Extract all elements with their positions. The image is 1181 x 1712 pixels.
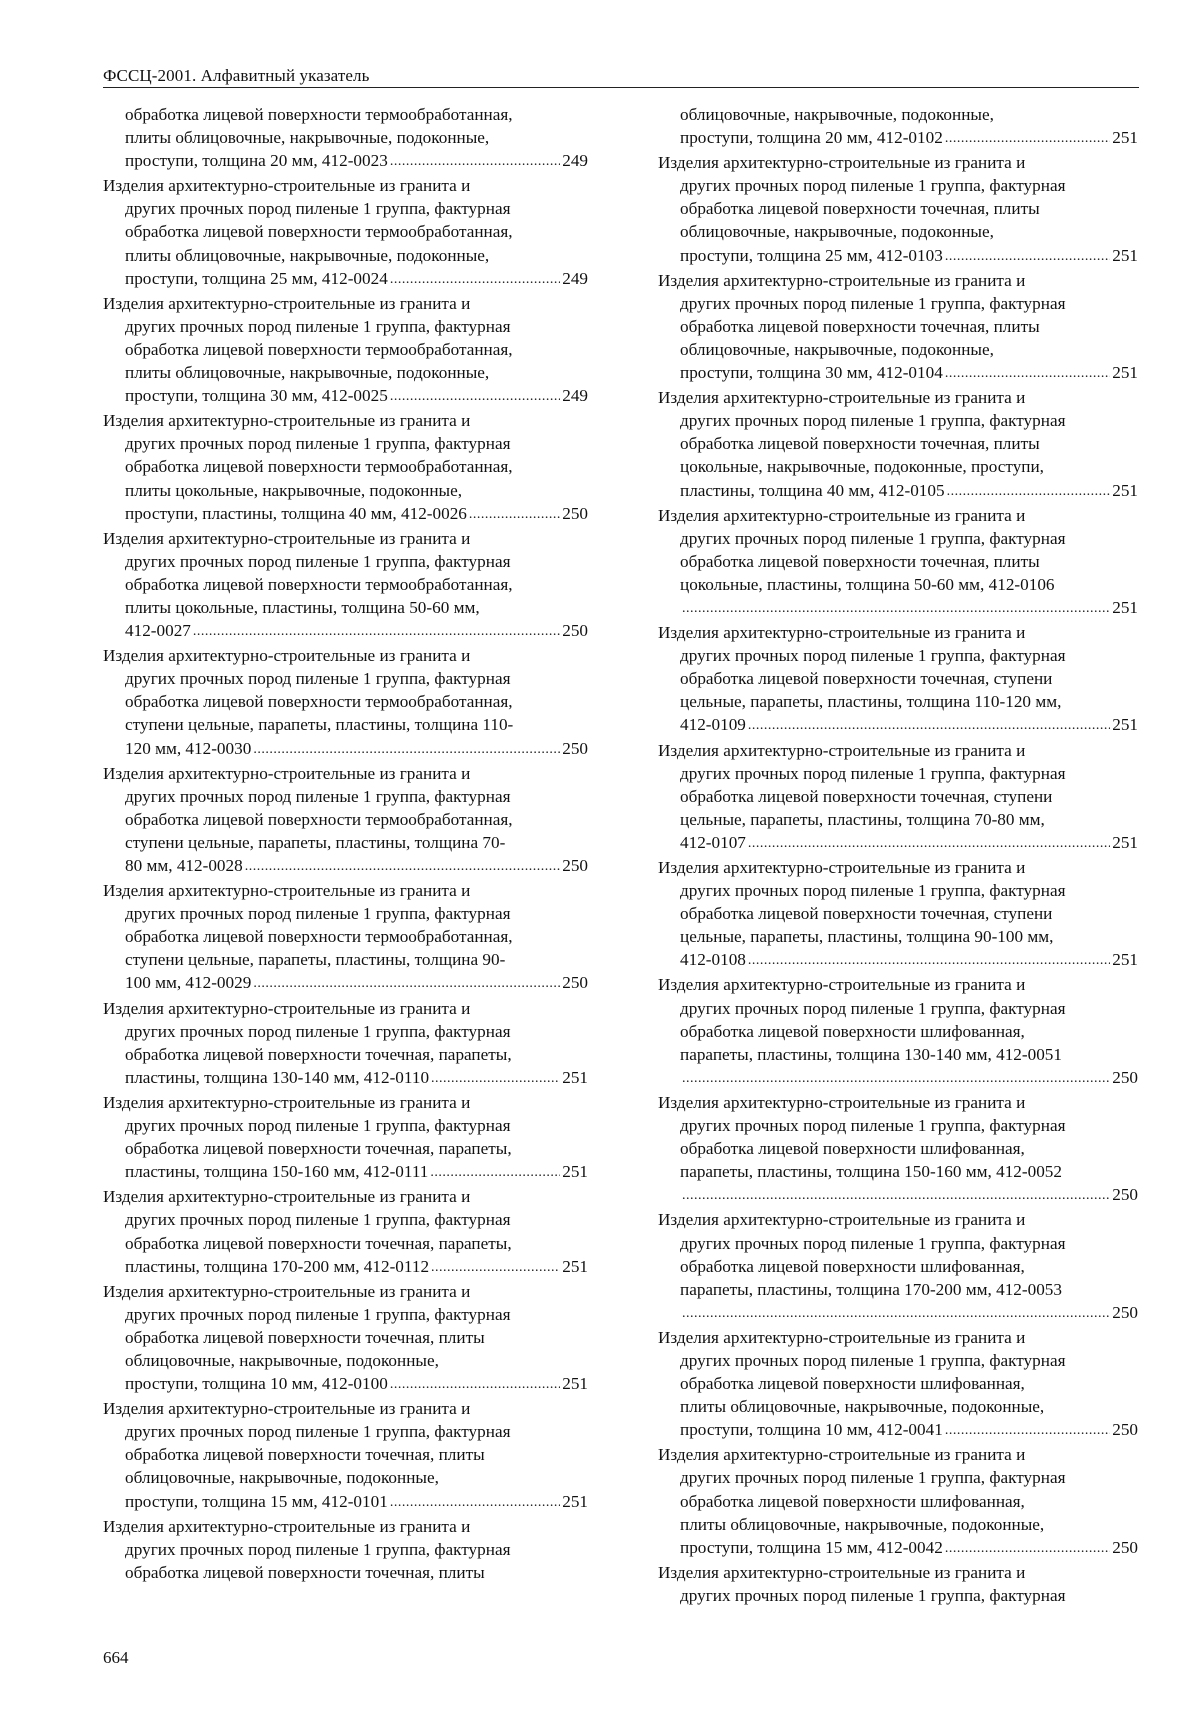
entry-page-reference-line: [125, 971, 588, 996]
entry-page-number: 250: [1112, 1537, 1138, 1557]
entry-line: Изделия архитектурно-строительные из гранита и: [658, 1562, 1026, 1582]
entry-line: других прочных пород пиленые 1 группа, фактурная: [680, 293, 1066, 313]
entry-page-number: 250: [1112, 1420, 1138, 1440]
entry-page-number: 251: [1112, 832, 1138, 852]
entry-page-number: 251: [1112, 245, 1138, 265]
entry-line: плиты облицовочные, накрывочные, подоконные,: [125, 128, 490, 148]
entry-line: ступени цельные, парапеты, пластины, толщина 90-: [125, 950, 506, 970]
entry-line: других прочных пород пиленые 1 группа, фактурная: [680, 763, 1066, 783]
entry-line: ступени цельные, парапеты, пластины, толщина 110-: [125, 715, 514, 735]
entry-line: Изделия архитектурно-строительные из гранита и: [658, 1092, 1026, 1112]
entry-line: Изделия архитектурно-строительные из гранита и: [103, 646, 471, 666]
entry-last-text: 412-0109: [680, 715, 746, 735]
dot-leader: [748, 712, 1110, 737]
entry-page-reference-line: [680, 1183, 1138, 1208]
entry-page-reference-line: [680, 713, 1138, 738]
entry-line: других прочных пород пиленые 1 группа, фактурная: [680, 411, 1066, 431]
entry-line: Изделия архитектурно-строительные из гранита и: [103, 293, 471, 313]
index-entry: [658, 739, 1138, 856]
entry-last-text: 100 мм, 412-0029: [125, 973, 252, 993]
entry-line: Изделия архитектурно-строительные из гранита и: [103, 763, 471, 783]
entry-line: Изделия архитектурно-строительные из гранита и: [103, 1092, 471, 1112]
entry-line: обработка лицевой поверхности точечная, парапеты,: [125, 1044, 512, 1064]
index-entry: [103, 409, 588, 526]
entry-line: Изделия архитектурно-строительные из гранита и: [658, 153, 1026, 173]
entry-page-number: 250: [1112, 1302, 1138, 1322]
entry-page-reference-line: [125, 1066, 588, 1091]
entry-page-reference-line: [680, 1301, 1138, 1326]
entry-line: облицовочные, накрывочные, подоконные,: [680, 105, 994, 124]
dot-leader: [945, 1535, 1110, 1560]
entry-last-text: проступи, толщина 20 мм, 412-0023: [125, 151, 388, 171]
entry-line: других прочных пород пиленые 1 группа, фактурная: [680, 646, 1066, 666]
dot-leader: [245, 853, 561, 878]
dot-leader: [390, 266, 560, 291]
dot-leader: [431, 1065, 560, 1090]
entry-page-reference-line: [680, 1536, 1138, 1561]
index-entry: [103, 1280, 588, 1397]
entry-page-reference-line: [680, 479, 1138, 504]
entry-line: обработка лицевой поверхности точечная, ступени: [680, 669, 1053, 689]
entry-line: цокольные, накрывочные, подоконные, проступи,: [680, 457, 1044, 477]
entry-page-number: 251: [1112, 597, 1138, 617]
entry-line: Изделия архитектурно-строительные из гранита и: [103, 1281, 471, 1301]
entry-last-text: 412-0108: [680, 950, 746, 970]
entry-line: цельные, парапеты, пластины, толщина 90-100 мм,: [680, 927, 1054, 947]
right-index-column: [658, 103, 1138, 1607]
entry-last-text: проступи, толщина 25 мм, 412-0024: [125, 268, 388, 288]
entry-line: плиты облицовочные, накрывочные, подоконные,: [680, 1397, 1045, 1417]
entry-line: плиты облицовочные, накрывочные, подоконные,: [125, 245, 490, 265]
entry-page-reference-line: [680, 1418, 1138, 1443]
header-title: ФССЦ-2001. Алфавитный указатель: [103, 66, 370, 85]
index-entry: [103, 1397, 588, 1514]
entry-line: цельные, парапеты, пластины, толщина 70-80 мм,: [680, 809, 1045, 829]
dot-leader: [430, 1159, 560, 1184]
entry-line: других прочных пород пиленые 1 группа, фактурная: [125, 904, 511, 924]
entry-line: других прочных пород пиленые 1 группа, фактурная: [680, 1585, 1066, 1605]
entry-page-number: 250: [1112, 1185, 1138, 1205]
index-entry: [658, 1091, 1138, 1208]
entry-line: других прочных пород пиленые 1 группа, фактурная: [125, 1210, 511, 1230]
dot-leader: [945, 1417, 1110, 1442]
entry-line: Изделия архитектурно-строительные из гранита и: [658, 505, 1026, 525]
entry-page-number: 251: [1112, 128, 1138, 148]
entry-page-reference-line: [680, 244, 1138, 269]
index-entry: [658, 269, 1138, 386]
entry-line: обработка лицевой поверхности точечная, плиты: [125, 1327, 485, 1347]
entry-page-number: 250: [562, 503, 588, 523]
entry-line: обработка лицевой поверхности шлифованная,: [680, 1021, 1025, 1041]
entry-last-text: 412-0107: [680, 832, 746, 852]
entry-page-number: 250: [562, 856, 588, 875]
entry-page-number: 249: [562, 386, 588, 406]
entry-line: Изделия архитектурно-строительные из гранита и: [658, 388, 1026, 408]
entry-page-reference-line: [125, 1160, 588, 1185]
entry-line: обработка лицевой поверхности точечная, плиты: [125, 1562, 485, 1582]
index-entry: [103, 1185, 588, 1279]
entry-line: парапеты, пластины, толщина 130-140 мм, 412-0051: [680, 1044, 1062, 1064]
entry-page-number: 250: [562, 973, 588, 993]
dot-leader: [682, 595, 1110, 620]
entry-line: обработка лицевой поверхности точечная, ступени: [680, 786, 1053, 806]
entry-line: других прочных пород пиленые 1 группа, фактурная: [125, 1539, 511, 1559]
dot-leader: [945, 360, 1110, 385]
entry-page-number: 251: [562, 1374, 588, 1394]
entry-line: Изделия архитектурно-строительные из гранита и: [658, 1327, 1026, 1347]
entry-line: других прочных пород пиленые 1 группа, фактурная: [125, 1422, 511, 1442]
entry-line: обработка лицевой поверхности точечная, плиты: [680, 434, 1040, 454]
entry-line: Изделия архитектурно-строительные из гранита и: [103, 881, 471, 901]
entry-line: других прочных пород пиленые 1 группа, фактурная: [125, 316, 511, 336]
entry-line: Изделия архитектурно-строительные из гранита и: [658, 858, 1026, 877]
entry-line: парапеты, пластины, толщина 150-160 мм, 412-0052: [680, 1162, 1062, 1182]
entry-line: обработка лицевой поверхности точечная, парапеты,: [125, 1233, 512, 1253]
entry-page-number: 251: [1112, 715, 1138, 735]
entry-line: Изделия архитектурно-строительные из гранита и: [103, 1516, 471, 1536]
index-entry: [103, 292, 588, 409]
index-entry: [103, 762, 588, 879]
entry-line: Изделия архитектурно-строительные из гранита и: [658, 740, 1026, 760]
entry-line: облицовочные, накрывочные, подоконные,: [680, 222, 994, 242]
entry-line: других прочных пород пиленые 1 группа, фактурная: [680, 1233, 1066, 1253]
entry-line: других прочных пород пиленые 1 группа, фактурная: [125, 1116, 511, 1136]
entry-page-reference-line: [125, 737, 588, 762]
index-entry: [103, 997, 588, 1091]
index-entry: [103, 879, 588, 996]
entry-line: других прочных пород пиленые 1 группа, фактурная: [125, 1021, 511, 1041]
entry-page-number: 251: [1112, 363, 1138, 383]
page-number: 664: [103, 1648, 129, 1667]
entry-line: других прочных пород пиленые 1 группа, фактурная: [125, 786, 511, 806]
index-entry: [658, 103, 1138, 151]
dot-leader: [390, 148, 560, 173]
entry-page-number: 251: [562, 1256, 588, 1276]
entry-last-text: 80 мм, 412-0028: [125, 856, 243, 875]
entry-last-text: проступи, толщина 10 мм, 412-0100: [125, 1374, 388, 1394]
entry-page-reference-line: [125, 502, 588, 527]
entry-line: других прочных пород пиленые 1 группа, фактурная: [680, 1350, 1066, 1370]
entry-line: плиты облицовочные, накрывочные, подоконные,: [680, 1514, 1045, 1534]
entry-line: обработка лицевой поверхности термообработанная,: [125, 105, 513, 124]
entry-last-text: проступи, толщина 30 мм, 412-0025: [125, 386, 388, 406]
entry-line: обработка лицевой поверхности термообработанная,: [125, 574, 513, 594]
entry-line: Изделия архитектурно-строительные из гранита и: [103, 1187, 471, 1207]
dot-leader: [945, 125, 1110, 150]
entry-page-reference-line: [125, 384, 588, 409]
entry-page-number: 251: [1112, 480, 1138, 500]
entry-line: обработка лицевой поверхности точечная, плиты: [125, 1445, 485, 1465]
index-entry: [658, 504, 1138, 621]
entry-page-number: 249: [562, 151, 588, 171]
entry-line: облицовочные, накрывочные, подоконные,: [125, 1468, 439, 1488]
entry-last-text: пластины, толщина 150-160 мм, 412-0111: [125, 1162, 429, 1182]
entry-last-text: пластины, толщина 130-140 мм, 412-0110: [125, 1067, 430, 1087]
entry-line: Изделия архитектурно-строительные из гранита и: [658, 270, 1026, 290]
entry-line: цокольные, пластины, толщина 50-60 мм, 412-0106: [680, 574, 1055, 594]
entry-last-text: 412-0027: [125, 621, 191, 641]
dot-leader: [748, 830, 1110, 855]
entry-page-reference-line: [125, 854, 588, 879]
dot-leader: [682, 1065, 1110, 1090]
entry-page-number: 250: [1112, 1067, 1138, 1087]
entry-last-text: проступи, толщина 25 мм, 412-0103: [680, 245, 943, 265]
entry-page-number: 249: [562, 268, 588, 288]
index-entry: [103, 644, 588, 761]
entry-page-number: 251: [562, 1491, 588, 1511]
index-entry: [658, 1326, 1138, 1443]
index-entry: [658, 1561, 1138, 1607]
entry-last-text: проступи, толщина 15 мм, 412-0042: [680, 1537, 943, 1557]
entry-line: Изделия архитектурно-строительные из гранита и: [103, 411, 471, 431]
entry-page-reference-line: [680, 596, 1138, 621]
entry-page-reference-line: [125, 619, 588, 644]
entry-line: других прочных пород пиленые 1 группа, фактурная: [125, 669, 511, 689]
entry-line: обработка лицевой поверхности шлифованная,: [680, 1491, 1025, 1511]
entry-page-reference-line: [125, 1255, 588, 1280]
entry-line: облицовочные, накрывочные, подоконные,: [125, 1350, 439, 1370]
entry-line: парапеты, пластины, толщина 170-200 мм, 412-0053: [680, 1279, 1062, 1299]
entry-line: других прочных пород пиленые 1 группа, фактурная: [680, 998, 1066, 1018]
entry-last-text: пластины, толщина 40 мм, 412-0105: [680, 480, 945, 500]
dot-leader: [945, 243, 1110, 268]
entry-line: обработка лицевой поверхности точечная, ступени: [680, 904, 1053, 924]
entry-page-number: 250: [562, 621, 588, 641]
dot-leader: [253, 736, 560, 761]
dot-leader: [390, 1489, 560, 1514]
entry-line: обработка лицевой поверхности шлифованная,: [680, 1256, 1025, 1276]
index-entry: [103, 1515, 588, 1584]
entry-page-reference-line: [125, 149, 588, 174]
entry-line: других прочных пород пиленые 1 группа, фактурная: [125, 551, 511, 571]
entry-page-reference-line: [680, 948, 1138, 973]
entry-page-reference-line: [680, 361, 1138, 386]
entry-line: обработка лицевой поверхности точечная, плиты: [680, 316, 1040, 336]
entry-line: обработка лицевой поверхности шлифованная,: [680, 1139, 1025, 1159]
entry-line: Изделия архитектурно-строительные из гранита и: [103, 176, 471, 196]
index-entry: [103, 174, 588, 291]
entry-page-number: 250: [562, 738, 588, 758]
entry-line: других прочных пород пиленые 1 группа, фактурная: [680, 881, 1066, 901]
entry-last-text: 120 мм, 412-0030: [125, 738, 252, 758]
index-entry: [658, 856, 1138, 973]
entry-line: Изделия архитектурно-строительные из гранита и: [658, 623, 1026, 643]
entry-last-text: проступи, толщина 20 мм, 412-0102: [680, 128, 943, 148]
entry-line: Изделия архитектурно-строительные из гранита и: [658, 975, 1026, 995]
entry-line: обработка лицевой поверхности точечная, плиты: [680, 199, 1040, 219]
entry-page-number: 251: [562, 1162, 588, 1182]
index-entry: [658, 973, 1138, 1090]
entry-page-reference-line: [125, 267, 588, 292]
index-entry: [103, 103, 588, 174]
index-entry: [103, 1091, 588, 1185]
running-header: [103, 66, 1139, 88]
index-entry: [103, 527, 588, 644]
entry-line: Изделия архитектурно-строительные из гранита и: [103, 528, 471, 548]
entry-line: обработка лицевой поверхности точечная, парапеты,: [125, 1139, 512, 1159]
entry-line: облицовочные, накрывочные, подоконные,: [680, 339, 994, 359]
entry-line: обработка лицевой поверхности термообработанная,: [125, 927, 513, 947]
entry-line: других прочных пород пиленые 1 группа, фактурная: [680, 528, 1066, 548]
dot-leader: [193, 618, 560, 643]
entry-last-text: проступи, пластины, толщина 40 мм, 412-0026: [125, 503, 467, 523]
entry-last-text: проступи, толщина 15 мм, 412-0101: [125, 1491, 388, 1511]
dot-leader: [682, 1300, 1110, 1325]
dot-leader: [431, 1254, 560, 1279]
entry-line: обработка лицевой поверхности термообработанная,: [125, 692, 513, 712]
entry-page-number: 251: [1112, 950, 1138, 970]
entry-page-reference-line: [125, 1372, 588, 1397]
entry-line: других прочных пород пиленые 1 группа, фактурная: [680, 176, 1066, 196]
entry-line: обработка лицевой поверхности термообработанная,: [125, 222, 513, 242]
dot-leader: [748, 947, 1110, 972]
entry-line: Изделия архитектурно-строительные из гранита и: [658, 1445, 1026, 1465]
entry-last-text: пластины, толщина 170-200 мм, 412-0112: [125, 1256, 430, 1276]
entry-line: других прочных пород пиленые 1 группа, фактурная: [125, 199, 511, 219]
entry-last-text: проступи, толщина 10 мм, 412-0041: [680, 1420, 943, 1440]
entry-line: обработка лицевой поверхности термообработанная,: [125, 339, 513, 359]
entry-line: других прочных пород пиленые 1 группа, фактурная: [680, 1468, 1066, 1488]
entry-page-number: 251: [562, 1067, 588, 1087]
entry-line: плиты цокольные, накрывочные, подоконные,: [125, 480, 463, 500]
entry-line: Изделия архитектурно-строительные из гранита и: [658, 1210, 1026, 1230]
entry-line: других прочных пород пиленые 1 группа, фактурная: [680, 1116, 1066, 1136]
entry-page-reference-line: [680, 831, 1138, 856]
entry-page-reference-line: [680, 126, 1138, 151]
entry-line: ступени цельные, парапеты, пластины, толщина 70-: [125, 832, 506, 852]
left-index-column: [103, 103, 588, 1584]
entry-line: Изделия архитектурно-строительные из гранита и: [103, 1399, 471, 1419]
entry-line: Изделия архитектурно-строительные из гранита и: [103, 998, 471, 1018]
dot-leader: [469, 501, 560, 526]
entry-line: других прочных пород пиленые 1 группа, фактурная: [125, 1304, 511, 1324]
entry-page-reference-line: [680, 1066, 1138, 1091]
dot-leader: [390, 383, 560, 408]
entry-last-text: проступи, толщина 30 мм, 412-0104: [680, 363, 943, 383]
dot-leader: [947, 478, 1111, 503]
entry-line: обработка лицевой поверхности термообработанная,: [125, 457, 513, 477]
dot-leader: [682, 1182, 1110, 1207]
entry-line: плиты облицовочные, накрывочные, подоконные,: [125, 363, 490, 383]
dot-leader: [253, 970, 560, 995]
entry-line: обработка лицевой поверхности шлифованная,: [680, 1374, 1025, 1394]
entry-line: обработка лицевой поверхности термообработанная,: [125, 809, 513, 829]
index-entry: [658, 386, 1138, 503]
dot-leader: [390, 1371, 560, 1396]
entry-line: обработка лицевой поверхности точечная, плиты: [680, 551, 1040, 571]
entry-line: других прочных пород пиленые 1 группа, фактурная: [125, 434, 511, 454]
index-entry: [658, 621, 1138, 738]
index-entry: [658, 151, 1138, 268]
entry-line: плиты цокольные, пластины, толщина 50-60 мм,: [125, 597, 480, 617]
index-entry: [658, 1443, 1138, 1560]
entry-line: цельные, парапеты, пластины, толщина 110-120 мм,: [680, 692, 1062, 712]
entry-page-reference-line: [125, 1490, 588, 1515]
index-entry: [658, 1208, 1138, 1325]
